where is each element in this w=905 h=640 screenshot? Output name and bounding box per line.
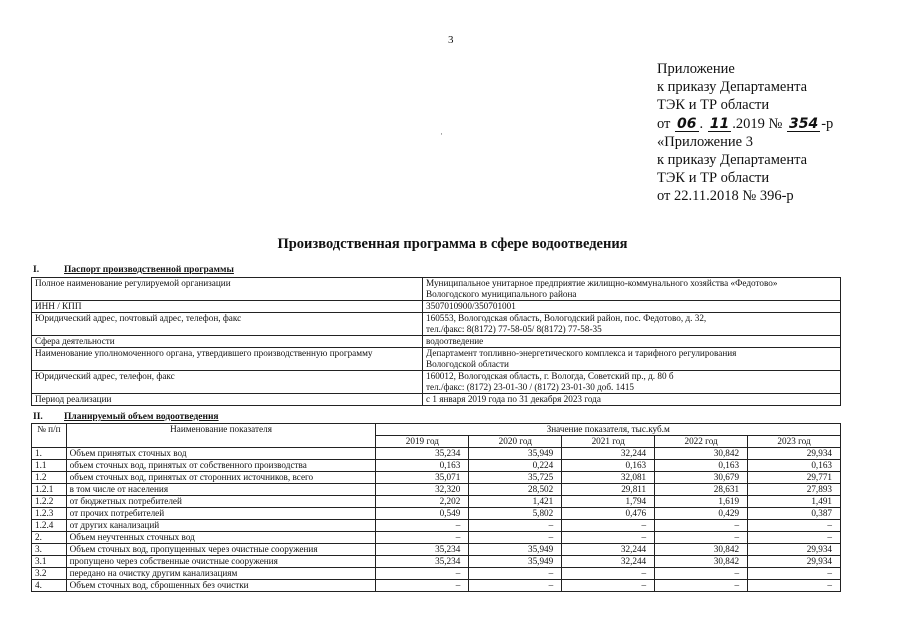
row-value: – [376, 532, 469, 544]
passport-label: Полное наименование регулируемой организации [32, 278, 423, 301]
row-value: – [376, 580, 469, 592]
row-value: 35,234 [376, 544, 469, 556]
handwritten-order-number: 354 [788, 115, 819, 132]
row-number: 1.2.2 [32, 496, 67, 508]
row-value: 0,163 [562, 460, 655, 472]
row-name: от других канализаций [66, 520, 376, 532]
row-value: – [562, 568, 655, 580]
passport-table [31, 277, 841, 406]
passport-row [32, 394, 841, 406]
row-value: 5,802 [469, 508, 562, 520]
section-heading: I. Паспорт производственной программы [33, 265, 234, 275]
row-value: 35,949 [469, 544, 562, 556]
passport-value-line: 160012, Вологодская область, г. Вологда, Советский пр., д. 80 б [426, 371, 674, 381]
annex-block [657, 60, 833, 206]
row-value: – [748, 532, 841, 544]
table-row [32, 520, 841, 532]
header-year: 2020 год [469, 436, 562, 448]
row-value: 32,081 [562, 472, 655, 484]
row-value: 0,387 [748, 508, 841, 520]
row-name: Объем сточных вод, сброшенных без очистки [66, 580, 376, 592]
row-value: 32,244 [562, 544, 655, 556]
row-value: 1,421 [469, 496, 562, 508]
passport-label: Юридический адрес, почтовый адрес, телефон, факс [32, 313, 423, 336]
table-row [32, 532, 841, 544]
row-value: 35,725 [469, 472, 562, 484]
header-year: 2022 год [655, 436, 748, 448]
passport-row [32, 278, 841, 301]
row-value: – [748, 580, 841, 592]
row-value: 0,549 [376, 508, 469, 520]
row-value: 0,163 [655, 460, 748, 472]
table-row [32, 580, 841, 592]
row-value: – [376, 568, 469, 580]
document-title: Производственная программа в сфере водоотведения [277, 236, 628, 252]
table-row [32, 484, 841, 496]
row-number: 1.2 [32, 472, 67, 484]
row-name: Объем неучтенных сточных вод [66, 532, 376, 544]
passport-value [423, 301, 841, 313]
handwritten-month: 11 [709, 115, 730, 132]
row-value: 30,842 [655, 544, 748, 556]
annex-line: ТЭК и ТР области [657, 97, 770, 114]
passport-value-line: 3507010900/350701001 [426, 301, 516, 311]
row-value: – [655, 520, 748, 532]
row-value: – [655, 568, 748, 580]
passport-value-line: 160553, Вологодская область, Вологодский район, пос. Федотово, д. 32, [426, 313, 707, 323]
row-value: 2,202 [376, 496, 469, 508]
passport-value [423, 371, 841, 394]
passport-value [423, 278, 841, 301]
row-number: 1.2.1 [32, 484, 67, 496]
passport-label: Период реализации [32, 394, 423, 406]
row-value: – [655, 580, 748, 592]
row-value: – [469, 580, 562, 592]
table-row [32, 508, 841, 520]
passport-value [423, 394, 841, 406]
passport-value [423, 313, 841, 336]
row-value: – [469, 568, 562, 580]
passport-row [32, 301, 841, 313]
scan-mark: · [440, 129, 443, 139]
passport-value-line: Вологодской области [426, 359, 509, 369]
passport-value-line: Муниципальное унитарное предприятие жилищно-коммунального хозяйства «Федотово» [426, 278, 778, 288]
header-year: 2023 год [748, 436, 841, 448]
table-row [32, 448, 841, 460]
annex-line: к приказу Департамента [657, 152, 808, 169]
passport-row [32, 313, 841, 336]
row-value: 28,502 [469, 484, 562, 496]
row-name: от прочих потребителей [66, 508, 376, 520]
header-name: Наименование показателя [66, 424, 376, 448]
row-value: 30,842 [655, 448, 748, 460]
row-value: 29,934 [748, 544, 841, 556]
table-row [32, 556, 841, 568]
passport-label: Наименование уполномоченного органа, утвердившего производственную программу [32, 348, 423, 371]
row-value: 35,234 [376, 556, 469, 568]
header-group: Значение показателя, тыс.куб.м [376, 424, 841, 436]
passport-value [423, 348, 841, 371]
row-value: 27,893 [748, 484, 841, 496]
table-row [32, 544, 841, 556]
row-value: 0,429 [655, 508, 748, 520]
row-value: – [562, 580, 655, 592]
table-row [32, 496, 841, 508]
row-number: 3.2 [32, 568, 67, 580]
row-number: 4. [32, 580, 67, 592]
row-number: 1.1 [32, 460, 67, 472]
row-number: 3.1 [32, 556, 67, 568]
passport-label: ИНН / КПП [32, 301, 423, 313]
row-value: 28,631 [655, 484, 748, 496]
row-name: от бюджетных потребителей [66, 496, 376, 508]
row-value: 29,934 [748, 448, 841, 460]
passport-row [32, 336, 841, 348]
row-value: 35,949 [469, 556, 562, 568]
row-value: 0,163 [376, 460, 469, 472]
row-value: 30,842 [655, 556, 748, 568]
row-value: 32,244 [562, 556, 655, 568]
row-value: 1,491 [748, 496, 841, 508]
header-num: № п/п [32, 424, 67, 448]
passport-value-line: тел./факс: 8(8172) 77-58-05/ 8(8172) 77-58-35 [426, 324, 602, 334]
row-value: – [376, 520, 469, 532]
passport-value-line: Департамент топливно-энергетического комплекса и тарифного регулирования [426, 348, 737, 358]
row-value: 35,949 [469, 448, 562, 460]
row-name: Объем принятых сточных вод [66, 448, 376, 460]
row-value: – [562, 520, 655, 532]
row-value: 32,320 [376, 484, 469, 496]
row-number: 1.2.4 [32, 520, 67, 532]
row-number: 1. [32, 448, 67, 460]
annex-date-line: от 06 . 11 .2019 № 354 -р [657, 115, 834, 132]
row-value: 32,244 [562, 448, 655, 460]
passport-row [32, 371, 841, 394]
handwritten-day: 06 [677, 115, 697, 132]
row-value: 29,811 [562, 484, 655, 496]
row-name: объем сточных вод, принятых от сторонних источников, всего [66, 472, 376, 484]
row-value: – [655, 532, 748, 544]
passport-value [423, 336, 841, 348]
plan-table [31, 423, 841, 592]
row-value: – [469, 520, 562, 532]
passport-label: Юридический адрес, телефон, факс [32, 371, 423, 394]
section-heading: II. Планируемый объем водоотведения [33, 412, 219, 422]
annex-line: Приложение [657, 61, 735, 77]
passport-value-line: тел./факс: (8172) 23-01-30 / (8172) 23-01-30 доб. 1415 [426, 382, 635, 392]
passport-row [32, 348, 841, 371]
row-value: 35,071 [376, 472, 469, 484]
annex-line: к приказу Департамента [657, 79, 808, 96]
passport-value-line: с 1 января 2019 года по 31 декабря 2023 года [426, 394, 601, 404]
header-year: 2019 год [376, 436, 469, 448]
passport-value-line: водоотведение [426, 336, 484, 346]
row-value: – [748, 520, 841, 532]
row-value: – [469, 532, 562, 544]
passport-value-line: Вологодского муниципального района [426, 289, 577, 299]
row-value: 35,234 [376, 448, 469, 460]
row-name: передано на очистку другим канализациям [66, 568, 376, 580]
row-value: 1,619 [655, 496, 748, 508]
row-value: – [562, 532, 655, 544]
passport-label: Сфера деятельности [32, 336, 423, 348]
row-value: 0,476 [562, 508, 655, 520]
row-name: Объем сточных вод, пропущенных через очистные сооружения [66, 544, 376, 556]
row-name: в том числе от населения [66, 484, 376, 496]
row-value: 30,679 [655, 472, 748, 484]
header-year: 2021 год [562, 436, 655, 448]
table-row [32, 460, 841, 472]
page-number: 3 [448, 34, 454, 46]
row-value: 0,163 [748, 460, 841, 472]
table-row [32, 472, 841, 484]
row-value: 0,224 [469, 460, 562, 472]
row-value: 29,771 [748, 472, 841, 484]
row-value: 1,794 [562, 496, 655, 508]
row-value: – [748, 568, 841, 580]
annex-line: ТЭК и ТР области [657, 170, 770, 187]
row-number: 1.2.3 [32, 508, 67, 520]
row-number: 2. [32, 532, 67, 544]
row-number: 3. [32, 544, 67, 556]
table-row [32, 568, 841, 580]
annex-line: «Приложение 3 [657, 133, 753, 150]
annex-line: от 22.11.2018 № 396-р [657, 188, 794, 205]
row-name: объем сточных вод, принятых от собственного производства [66, 460, 376, 472]
row-value: 29,934 [748, 556, 841, 568]
row-name: пропущено через собственные очистные сооружения [66, 556, 376, 568]
